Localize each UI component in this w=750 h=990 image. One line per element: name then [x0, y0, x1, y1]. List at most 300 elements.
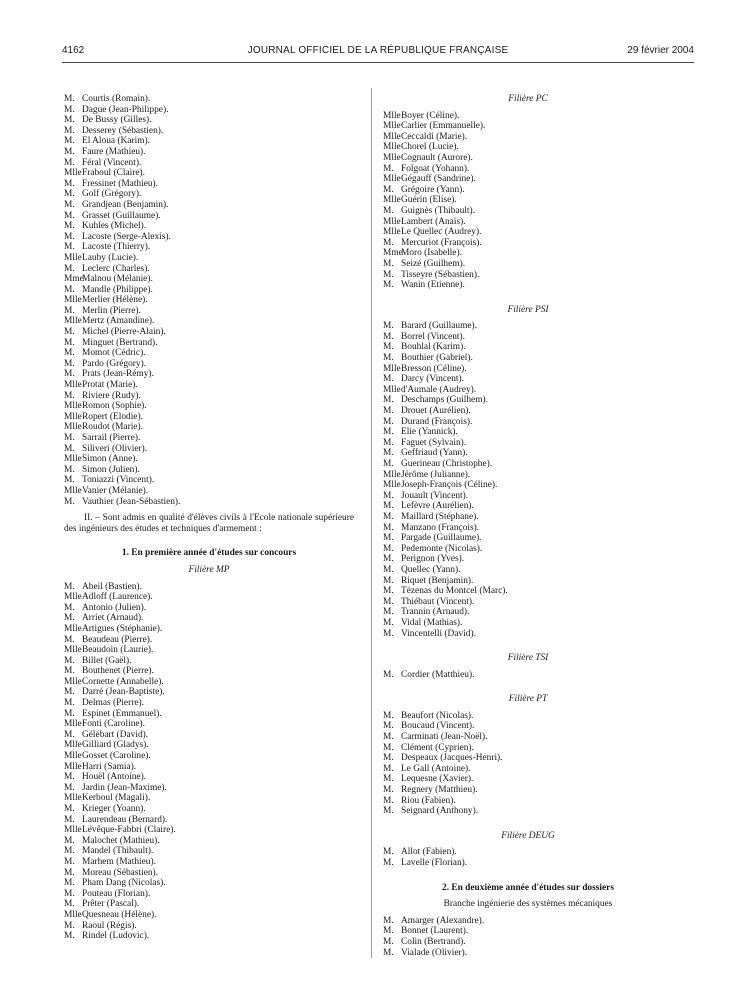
civility-title: Mlle	[383, 195, 401, 206]
name-entry	[383, 785, 673, 796]
person-name: Allot (Fabien).	[401, 847, 457, 858]
civility-title: M.	[64, 284, 75, 295]
name-entry	[64, 200, 354, 211]
filiere-tsi-title: Filière TSI	[507, 653, 549, 664]
person-name: Gilliard (Gladys).	[82, 740, 149, 751]
name-entry	[383, 937, 673, 948]
name-entry	[383, 417, 673, 428]
civility-title: M.	[64, 327, 75, 338]
person-name: Geffriaud (Yann).	[401, 448, 468, 459]
name-entry	[383, 374, 673, 385]
person-name: Lacoste (Thierry).	[82, 242, 151, 253]
civility-title: M.	[64, 358, 75, 369]
name-entry	[383, 916, 673, 927]
name-entry	[383, 565, 673, 576]
header-rule	[62, 62, 694, 63]
civility-title: M.	[64, 433, 75, 443]
person-name: Beaudeau (Pierre).	[82, 634, 153, 645]
name-entry	[383, 270, 673, 281]
civility-title: M.	[64, 602, 75, 613]
person-name: Leclerc (Charles).	[82, 263, 150, 274]
civility-title: Mlle	[64, 645, 82, 656]
person-name: Merlin (Pierre).	[82, 305, 141, 316]
person-name: Merlier (Hélène).	[82, 295, 148, 306]
person-name: Regnery (Matthieu).	[401, 785, 478, 796]
person-name: Le Quellec (Audrey).	[401, 227, 482, 238]
person-name: Roudot (Marie).	[82, 422, 143, 433]
name-entry	[383, 206, 673, 217]
person-name: Vanier (Mélanie).	[82, 485, 149, 496]
name-entry	[383, 227, 673, 238]
civility-title: Mlle	[64, 316, 82, 327]
civility-title: M.	[383, 554, 394, 565]
civility-title: M.	[64, 687, 75, 698]
person-name: Simon (Julien).	[82, 464, 140, 475]
civility-title: Mlle	[64, 719, 82, 730]
person-name: Lacoste (Serge-Alexis).	[82, 231, 171, 242]
civility-title: M.	[383, 269, 394, 280]
civility-title: M.	[64, 708, 75, 719]
person-name: Pargade (Guillaume).	[401, 533, 482, 544]
name-entry	[383, 132, 673, 143]
name-entry	[64, 242, 354, 253]
name-entry	[383, 353, 673, 364]
filiere-tsi-list	[383, 670, 673, 681]
name-entry	[383, 523, 673, 534]
person-name: Chorel (Lucie).	[401, 142, 459, 153]
name-entry	[64, 921, 354, 932]
name-entry	[64, 793, 354, 804]
civility-title: M.	[383, 710, 394, 721]
person-name: Grégoire (Yann).	[401, 184, 465, 195]
civility-title: M.	[64, 125, 75, 136]
civility-title: M.	[64, 856, 75, 867]
person-name: Fonti (Caroline).	[82, 719, 146, 730]
name-entry	[383, 721, 673, 732]
civility-title: M.	[383, 205, 394, 216]
name-entry	[64, 666, 354, 677]
civility-title: M.	[64, 814, 75, 825]
person-name: Lequesne (Xavier).	[401, 774, 474, 785]
civility-title: Mlle	[64, 252, 82, 263]
person-name: Seizé (Guilhem).	[401, 258, 466, 269]
civility-title: M.	[64, 390, 75, 401]
person-name: Colin (Bertrand).	[401, 936, 466, 947]
civility-title: Mlle	[383, 363, 401, 374]
civility-title: M.	[383, 163, 394, 174]
civility-title: M.	[64, 242, 75, 253]
person-name: Rindel (Ludovic).	[82, 931, 150, 942]
person-name: Maillard (Stéphane).	[401, 511, 479, 522]
name-entry	[64, 910, 354, 921]
name-entry	[64, 221, 354, 232]
person-name: Adloff (Laurence).	[82, 592, 153, 603]
name-entry	[383, 111, 673, 122]
person-name: Desserey (Sébastien).	[82, 125, 164, 136]
civility-title: M.	[383, 774, 394, 785]
person-name: Protat (Marie).	[82, 380, 138, 391]
name-entry	[383, 385, 673, 396]
person-name: Thiébaut (Vincent).	[401, 596, 475, 607]
person-name: Pardo (Grégory).	[82, 358, 147, 369]
person-name: Ropert (Elodie).	[82, 411, 143, 422]
civility-title: M.	[383, 448, 394, 459]
person-name: Espinet (Emmanuel).	[82, 708, 162, 719]
person-name: Marhem (Mathieu).	[82, 856, 156, 867]
name-entry	[383, 174, 673, 185]
civility-title: M.	[383, 184, 394, 195]
column-divider	[371, 88, 372, 958]
filiere-mp-list	[64, 582, 354, 942]
name-entry	[383, 501, 673, 512]
name-entry	[383, 806, 673, 817]
person-name: Michel (Pierre-Alain).	[82, 327, 166, 338]
person-name: Lauby (Lucie).	[82, 252, 139, 263]
person-name: Barard (Guillaume).	[401, 321, 478, 332]
name-entry	[64, 105, 354, 116]
civility-title: M.	[64, 772, 75, 783]
civility-title: Mlle	[64, 909, 82, 920]
name-entry	[383, 607, 673, 618]
section-1-title: 1. En première année d'études sur concours	[121, 548, 297, 559]
person-name: Pedemonte (Nicolas).	[401, 543, 483, 554]
civility-title: M.	[383, 721, 394, 732]
name-entry	[64, 327, 354, 338]
person-name: Trannin (Arnaud).	[401, 607, 470, 618]
name-entry	[64, 422, 354, 433]
civility-title: M.	[383, 237, 394, 248]
civility-title: Mlle	[383, 110, 401, 121]
name-entry	[64, 751, 354, 762]
name-entry	[383, 858, 673, 869]
name-entry	[383, 480, 673, 491]
civility-title: M.	[383, 533, 394, 544]
person-name: Arriet (Arnaud).	[82, 613, 144, 624]
person-name: Malnou (Mélanie).	[82, 274, 153, 285]
name-entry	[383, 406, 673, 417]
person-name: Riviere (Rudy).	[82, 390, 141, 401]
civility-title: Mlle	[383, 174, 401, 185]
name-entry	[64, 136, 354, 147]
name-entry	[64, 189, 354, 200]
person-name: Mandle (Philippe).	[82, 284, 153, 295]
person-name: Vialade (Olivier).	[401, 947, 468, 958]
section-2-title: 2. En deuxième année d'études sur dossiers	[442, 882, 614, 893]
person-name: Deschamps (Guilhem).	[401, 395, 488, 406]
filiere-pt-title: Filière PT	[508, 694, 548, 705]
civility-title: M.	[383, 406, 394, 417]
name-entry	[383, 774, 673, 785]
left-column	[64, 94, 354, 942]
person-name: Pouteau (Florian).	[82, 888, 151, 899]
name-entry	[64, 158, 354, 169]
name-entry	[64, 444, 354, 455]
civility-title: M.	[383, 785, 394, 796]
person-name: Lavelle (Florian).	[401, 858, 468, 868]
name-entry	[383, 259, 673, 270]
name-entry	[64, 348, 354, 359]
person-name: Quesneau (Hélène).	[82, 909, 157, 920]
person-name: Prêter (Pascal).	[82, 899, 140, 910]
person-name: Ceccaldi (Marie).	[401, 131, 468, 142]
name-entry	[383, 847, 673, 858]
page-header	[62, 45, 694, 61]
civility-title: M.	[383, 543, 394, 554]
person-name: Raoul (Régis).	[82, 920, 137, 931]
civility-title: M.	[64, 157, 75, 168]
person-name: Carlier (Emmanuelle).	[401, 121, 486, 132]
person-name: Momot (Cédric).	[82, 348, 146, 359]
name-entry	[383, 948, 673, 959]
person-name: Bresson (Céline).	[401, 363, 467, 374]
civility-title: M.	[64, 443, 75, 454]
name-entry	[64, 603, 354, 614]
civility-title: M.	[64, 210, 75, 221]
name-entry	[64, 656, 354, 667]
civility-title: M.	[64, 613, 75, 624]
civility-title: Mlle	[383, 121, 401, 132]
civility-title: M.	[64, 867, 75, 878]
civility-title: M.	[383, 353, 394, 364]
civility-title: M.	[64, 698, 75, 709]
civility-title: M.	[64, 475, 75, 486]
civility-title: M.	[64, 920, 75, 931]
name-entry	[64, 391, 354, 402]
name-entry	[64, 475, 354, 486]
person-name: Laurendeau (Bernard).	[82, 814, 168, 825]
person-name: Amarger (Alexandre).	[401, 915, 485, 926]
person-name: Riou (Fabien).	[401, 795, 456, 806]
name-entry	[383, 470, 673, 481]
person-name: Féral (Vincent).	[82, 157, 142, 168]
name-entry	[383, 459, 673, 470]
person-name: Abeil (Bastien).	[82, 581, 142, 592]
person-name: Billet (Gaël).	[82, 655, 132, 666]
name-entry	[64, 677, 354, 688]
name-entry	[64, 232, 354, 243]
civility-title: Mlle	[64, 422, 82, 433]
person-name: Guignès (Thibault).	[401, 205, 475, 216]
civility-title: M.	[383, 847, 394, 858]
civility-title: M.	[383, 628, 394, 639]
name-entry	[383, 764, 673, 775]
name-entry	[64, 613, 354, 624]
name-entry	[64, 624, 354, 635]
civility-title: M.	[64, 104, 75, 115]
name-entry	[383, 926, 673, 937]
person-name: Despeaux (Jacques-Henri).	[401, 753, 503, 764]
name-entry	[64, 338, 354, 349]
name-entry	[383, 248, 673, 259]
branch-list	[383, 916, 673, 958]
person-name: Prats (Jean-Rémy).	[82, 369, 154, 380]
civility-title: Mlle	[383, 142, 401, 153]
civility-title: M.	[383, 858, 394, 868]
filiere-mp-title: Filière MP	[188, 564, 230, 575]
person-name: Simon (Anne).	[82, 454, 138, 465]
person-name: Bonnet (Laurent).	[401, 926, 469, 937]
person-name: Kuhles (Michel).	[82, 221, 147, 232]
civility-title: M.	[383, 732, 394, 743]
name-entry	[383, 533, 673, 544]
civility-title: M.	[64, 878, 75, 889]
civility-title: Mlle	[64, 168, 82, 179]
name-entry	[383, 512, 673, 523]
filiere-deug-title: Filière DEUG	[501, 830, 555, 841]
civility-title: M.	[64, 931, 75, 942]
civility-title: Mlle	[383, 384, 401, 395]
civility-title: M.	[383, 374, 394, 385]
name-entry	[64, 825, 354, 836]
name-entry	[383, 121, 673, 132]
name-entry	[64, 772, 354, 783]
person-name: Dague (Jean-Philippe).	[82, 104, 169, 115]
civility-title: Mlle	[64, 454, 82, 465]
civility-title: M.	[64, 581, 75, 592]
name-entry	[383, 576, 673, 587]
name-entry	[383, 364, 673, 375]
person-name: Seignard (Anthony).	[401, 806, 479, 817]
civility-title: M.	[383, 331, 394, 342]
civility-title: M.	[383, 795, 394, 806]
name-entry	[64, 698, 354, 709]
publication-date: 29 février 2004	[627, 45, 694, 56]
name-entry	[383, 586, 673, 597]
civility-title: M.	[383, 321, 394, 332]
person-name: Borrel (Vincent).	[401, 331, 465, 342]
civility-title: Mlle	[383, 131, 401, 142]
civility-title: Mlle	[64, 485, 82, 496]
person-name: Sarrail (Pierre).	[82, 433, 141, 443]
civility-title: M.	[383, 742, 394, 753]
person-name: Gosset (Caroline).	[82, 751, 151, 762]
name-entry	[64, 497, 354, 508]
person-name: d'Aumale (Audrey).	[401, 384, 477, 395]
person-name: Harri (Samia).	[82, 761, 137, 772]
name-entry	[383, 618, 673, 629]
civility-title: M.	[64, 94, 75, 104]
name-entry	[64, 126, 354, 137]
civility-title: M.	[64, 221, 75, 232]
civility-title: Mlle	[64, 761, 82, 772]
name-entry	[383, 629, 673, 640]
civility-title: M.	[64, 178, 75, 189]
filiere-pt-list	[383, 711, 673, 817]
person-name: Cornette (Annabelle).	[82, 676, 164, 687]
civility-title: M.	[64, 348, 75, 359]
name-entry	[383, 142, 673, 153]
civility-title: Mlle	[383, 216, 401, 227]
civility-title: M.	[383, 607, 394, 618]
name-entry	[383, 185, 673, 196]
name-entry	[64, 264, 354, 275]
civility-title: Mlle	[64, 751, 82, 762]
name-entry	[64, 285, 354, 296]
civility-title: M.	[383, 280, 394, 291]
page-number: 4162	[62, 45, 85, 56]
person-name: Folgoat (Yohann).	[401, 163, 470, 174]
person-name: Lévêque-Fabbri (Claire).	[82, 825, 176, 836]
person-name: Guerineau (Christophe).	[401, 459, 493, 469]
name-entry	[64, 274, 354, 285]
right-column	[383, 94, 673, 958]
civility-title: Mlle	[64, 295, 82, 306]
person-name: Joseph-François (Céline).	[401, 480, 498, 491]
name-entry	[383, 491, 673, 502]
civility-title: M.	[383, 258, 394, 269]
name-entry	[383, 238, 673, 249]
name-entry	[64, 465, 354, 476]
name-entry	[64, 359, 354, 370]
name-entry	[383, 732, 673, 743]
person-name: Clément (Cyprien).	[401, 742, 474, 753]
name-entry	[64, 889, 354, 900]
name-entry	[383, 321, 673, 332]
person-name: Beaudoin (Laurie).	[82, 645, 154, 656]
civility-title: Mlle	[64, 411, 82, 422]
person-name: Wanin (Etienne).	[401, 280, 465, 291]
civility-title: Mlle	[64, 380, 82, 391]
civility-title: Mlle	[64, 825, 82, 836]
name-entry	[64, 878, 354, 889]
person-name: Delmas (Pierre).	[82, 698, 144, 709]
branch-title: Branche ingénierie des systèmes mécaniques	[443, 899, 613, 910]
civility-title: M.	[383, 459, 394, 469]
civility-title: M.	[64, 199, 75, 210]
civility-title: M.	[64, 899, 75, 910]
person-name: Mercuriot (François).	[401, 237, 482, 248]
person-name: Lambert (Anaïs).	[401, 216, 466, 227]
name-entry	[64, 316, 354, 327]
name-entry	[64, 401, 354, 412]
person-name: Grasset (Guillaume).	[82, 210, 161, 221]
name-entry	[64, 740, 354, 751]
person-name: Tisseyre (Sébastien).	[401, 269, 480, 280]
name-entry	[64, 115, 354, 126]
person-name: Krieger (Yoann).	[82, 804, 146, 814]
civility-title: Mlle	[64, 793, 82, 804]
name-entry	[64, 582, 354, 593]
civility-title: M.	[383, 427, 394, 438]
civility-title: M.	[383, 490, 394, 501]
civility-title: M.	[383, 564, 394, 575]
civility-title: Mlle	[64, 401, 82, 412]
person-name: Fressinet (Mathieu).	[82, 178, 159, 189]
name-entry	[64, 815, 354, 826]
person-name: Golf (Grégory).	[82, 189, 142, 200]
name-entry	[383, 153, 673, 164]
name-entry	[383, 427, 673, 438]
name-entry	[383, 280, 673, 291]
filiere-psi-list	[383, 321, 673, 639]
name-entry	[383, 342, 673, 353]
person-name: Bouhlal (Karim).	[401, 342, 466, 353]
civility-title: M.	[383, 416, 394, 427]
civility-title: Mlle	[64, 623, 82, 634]
name-entry	[383, 796, 673, 807]
name-entry	[383, 711, 673, 722]
name-entry	[64, 836, 354, 847]
person-name: Pham Dang (Nicolas).	[82, 878, 166, 889]
name-entry	[64, 762, 354, 773]
civility-title: M.	[383, 763, 394, 774]
person-name: Vincentelli (David).	[401, 628, 476, 639]
civility-title: M.	[383, 501, 394, 512]
name-entry	[64, 709, 354, 720]
person-name: Mandel (Thibault).	[82, 846, 154, 857]
person-name: Elie (Yannick).	[401, 427, 458, 438]
name-entry	[383, 753, 673, 764]
